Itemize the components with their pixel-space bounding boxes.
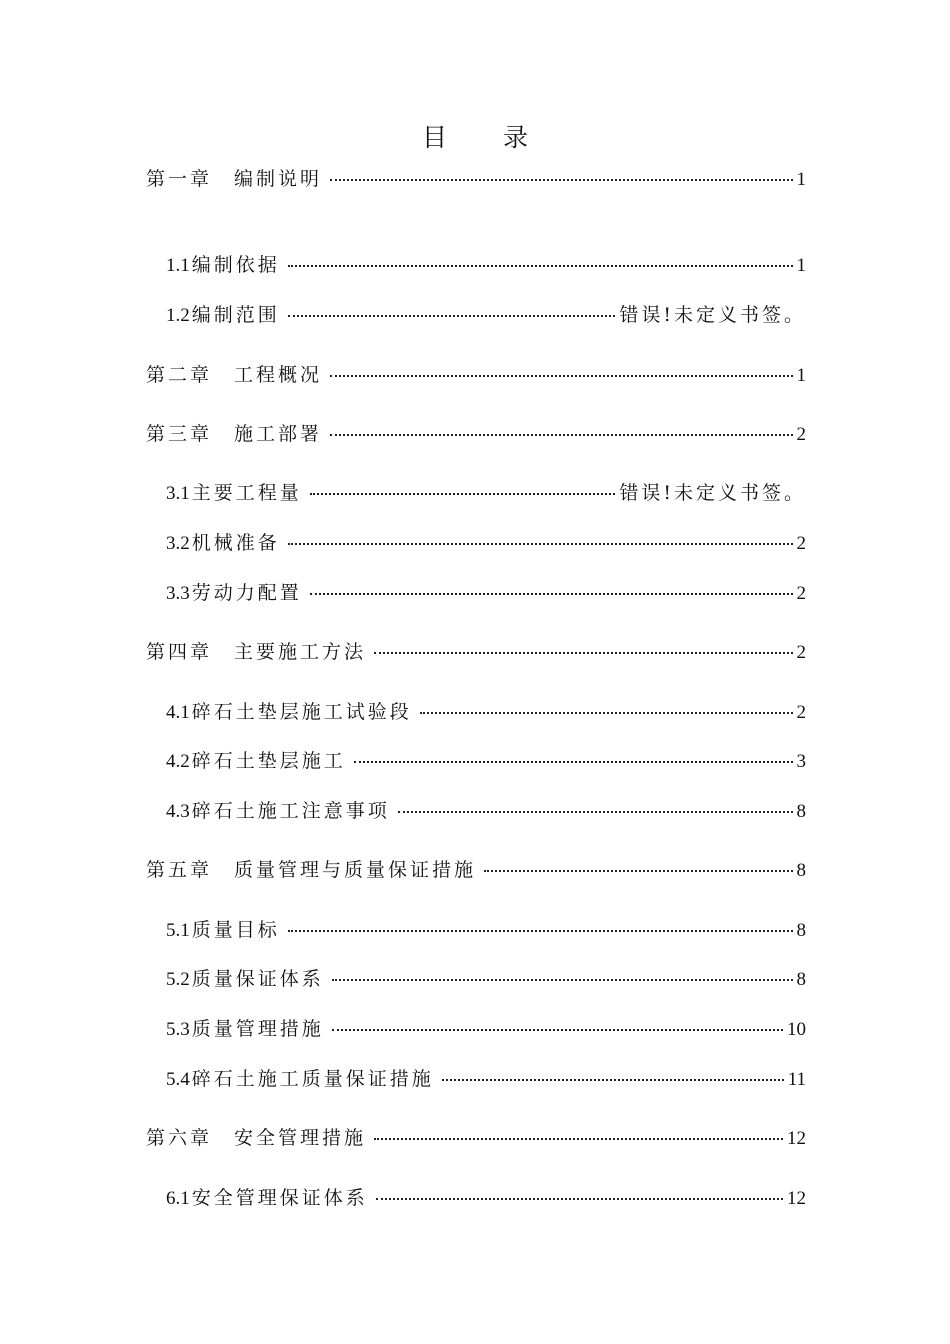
toc-dot-leader: [332, 1029, 783, 1031]
toc-entry-page: 2: [796, 583, 806, 604]
toc-entry-label: [166, 1183, 368, 1214]
toc-entry-label: [166, 478, 302, 509]
toc-entry-text: 编制范围: [191, 304, 280, 326]
toc-entry-section[interactable]: [166, 915, 806, 945]
toc-entry-number: 5.2: [166, 969, 190, 990]
toc-entry-text: 碎石土施工质量保证措施: [191, 1068, 434, 1090]
toc-entry-number: 第一章: [146, 168, 213, 190]
toc-entry-section[interactable]: [166, 964, 806, 994]
toc-dot-leader: [484, 870, 792, 872]
toc-entry-label: [166, 915, 280, 946]
toc-dot-leader: [288, 930, 793, 932]
toc-entry-chapter[interactable]: [146, 855, 806, 885]
toc-entry-section[interactable]: [166, 578, 806, 608]
toc-entry-number: 第三章: [146, 423, 213, 445]
toc-entry-number: 1.2: [166, 305, 190, 326]
toc-entry-page: 11: [787, 1069, 806, 1090]
toc-dot-leader: [354, 761, 793, 763]
toc-entry-label: [166, 796, 390, 827]
toc-entry-text: 质量保证体系: [191, 968, 324, 990]
toc-entry-label: [166, 300, 280, 331]
toc-entry-number: 4.2: [166, 751, 190, 772]
toc-entry-page: 10: [787, 1019, 806, 1040]
toc-dot-leader: [374, 652, 792, 654]
toc-entry-label: [166, 1014, 324, 1045]
toc-entry-number: 5.1: [166, 920, 190, 941]
toc-entry-number: 3.1: [166, 483, 190, 504]
toc-entry-label: [146, 164, 322, 194]
toc-entry-section[interactable]: [166, 1064, 806, 1094]
toc-entry-text: 编制依据: [191, 254, 280, 276]
toc-entry-text: 碎石土垫层施工: [191, 750, 346, 772]
toc-entry-label: [146, 1123, 366, 1153]
toc-entry-chapter[interactable]: [146, 360, 806, 390]
toc-entry-label: [166, 1064, 434, 1095]
toc-dot-leader: [288, 315, 616, 317]
toc-entry-label: [166, 528, 280, 559]
toc-dot-leader: [288, 265, 793, 267]
toc-entry-page: 8: [796, 801, 806, 822]
toc-entry-text: 工程概况: [234, 364, 323, 386]
toc-entry-text: 安全管理措施: [234, 1127, 367, 1149]
toc-entry-label: [146, 360, 322, 390]
toc-entry-chapter[interactable]: [146, 1123, 806, 1153]
toc-dot-leader: [374, 1138, 783, 1140]
toc-entry-page: 12: [787, 1188, 806, 1209]
toc-dot-leader: [330, 179, 792, 181]
toc-entry-page: 8: [796, 920, 806, 941]
toc-entry-section[interactable]: [166, 1014, 806, 1044]
toc-entry-section[interactable]: [166, 1183, 806, 1213]
toc-entry-section[interactable]: [166, 697, 806, 727]
toc-entry-section[interactable]: [166, 478, 806, 508]
toc-entry-text: 主要工程量: [191, 482, 302, 504]
toc-entry-number: 5.4: [166, 1069, 190, 1090]
toc-entry-text: 机械准备: [191, 532, 280, 554]
toc-entry-number: 第二章: [146, 364, 213, 386]
toc-entry-number: 1.1: [166, 255, 190, 276]
toc-entry-number: 3.3: [166, 583, 190, 604]
toc-entry-page: 12: [787, 1128, 806, 1149]
toc-entry-chapter[interactable]: [146, 419, 806, 449]
toc-entry-number: 4.1: [166, 702, 190, 723]
toc-entry-page: 2: [796, 424, 806, 445]
toc-dot-leader: [420, 712, 793, 714]
toc-entry-page: 错误!未定义书签。: [619, 482, 806, 504]
toc-entry-label: [166, 746, 346, 777]
toc-entry-label: [166, 964, 324, 995]
toc-entry-text: 碎石土垫层施工试验段: [191, 701, 412, 723]
toc-entry-label: [166, 250, 280, 281]
toc-entry-page: 2: [796, 642, 806, 663]
toc-entry-label: [146, 855, 476, 885]
toc-entry-page: 错误!未定义书签。: [619, 304, 806, 326]
toc-entry-page: 1: [796, 255, 806, 276]
toc-entry-number: 4.3: [166, 801, 190, 822]
toc-dot-leader: [288, 543, 793, 545]
toc-entry-text: 劳动力配置: [191, 582, 302, 604]
toc-entry-page: 1: [796, 365, 806, 386]
toc-entry-number: 3.2: [166, 533, 190, 554]
toc-entry-label: [166, 697, 412, 728]
toc-entry-label: [146, 419, 322, 449]
toc-entry-page: 2: [796, 533, 806, 554]
toc-entry-text: 施工部署: [234, 423, 323, 445]
toc-title: 目 录: [422, 123, 552, 152]
toc-dot-leader: [310, 593, 793, 595]
toc-dot-leader: [330, 375, 792, 377]
toc-entry-number: 第六章: [146, 1127, 213, 1149]
toc-entry-text: 质量管理与质量保证措施: [234, 859, 477, 881]
toc-entry-text: 质量目标: [191, 919, 280, 941]
toc-dot-leader: [332, 979, 793, 981]
toc-dot-leader: [310, 493, 616, 495]
toc-entry-section[interactable]: [166, 250, 806, 280]
toc-entry-section[interactable]: [166, 528, 806, 558]
toc-entry-label: [166, 578, 302, 609]
toc-dot-leader: [442, 1079, 784, 1081]
toc-entry-chapter[interactable]: [146, 637, 806, 667]
toc-entry-page: 8: [796, 969, 806, 990]
toc-dot-leader: [376, 1198, 783, 1200]
toc-entry-text: 碎石土施工注意事项: [191, 800, 390, 822]
toc-entry-section[interactable]: [166, 300, 806, 330]
toc-entry-section[interactable]: [166, 796, 806, 826]
toc-entry-number: 第五章: [146, 859, 213, 881]
toc-entry-page: 3: [796, 751, 806, 772]
toc-entry-text: 编制说明: [234, 168, 323, 190]
toc-entry-number: 5.3: [166, 1019, 190, 1040]
toc-entry-number: 第四章: [146, 641, 213, 663]
toc-entry-page: 8: [796, 860, 806, 881]
toc-entry-chapter[interactable]: [146, 164, 806, 194]
toc-dot-leader: [330, 434, 792, 436]
toc-entry-page: 2: [796, 702, 806, 723]
toc-entry-text: 安全管理保证体系: [191, 1187, 368, 1209]
toc-entry-page: 1: [796, 169, 806, 190]
toc-entry-label: [146, 637, 366, 667]
toc-entry-section[interactable]: [166, 746, 806, 776]
toc-entry-text: 主要施工方法: [234, 641, 367, 663]
toc-entry-number: 6.1: [166, 1188, 190, 1209]
toc-entry-text: 质量管理措施: [191, 1018, 324, 1040]
toc-dot-leader: [398, 811, 793, 813]
